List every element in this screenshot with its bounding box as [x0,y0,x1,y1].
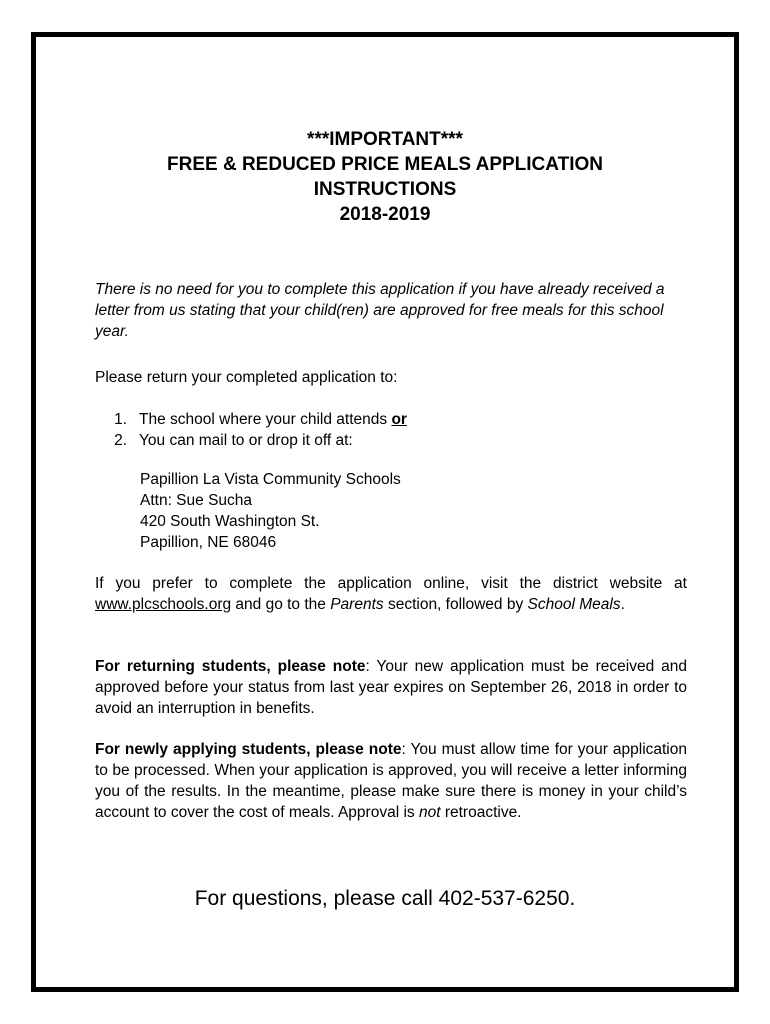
list-number: 2. [114,432,127,449]
list-item-2-text: You can mail to or drop it off at: [139,432,353,449]
new-note-text: : You must allow time for your application to be processed. When your application is approved, you will receive a letter informing you of the results. In the meantime, please make sure there is money in your child’s account to cover the cost of meals. Approval is [95,741,687,821]
title-year: 2018-2019 [339,204,431,225]
return-instruction: Please return your completed application to: [95,369,398,386]
address-line: Attn: Sue Sucha [140,492,253,509]
returning-note-label: For returning students, please note [95,658,366,675]
address-line: Papillion La Vista Community Schools [140,471,401,488]
title-important: ***IMPORTANT*** [307,129,463,150]
returning-note-text: : Your new application must be received and approved before your status from last year expires on September 26, 2018 in order to avoid an interruption in benefits. [95,658,687,717]
document-title [36,127,734,227]
address-line: 420 South Washington St. [140,513,320,530]
title-main: FREE & REDUCED PRICE MEALS APPLICATION [167,154,603,175]
or-emphasis: or [391,411,407,428]
school-meals-section: School Meals [527,596,621,613]
online-text: . [620,596,625,613]
online-text: If you prefer to complete the application online, visit the district website at [95,575,687,592]
intro-paragraph: There is no need for you to complete this application if you have already received a letter from us stating that your child(ren) are approved for free meals for this school year. [95,281,665,340]
new-note-text-end: retroactive. [440,804,522,821]
new-note-label: For newly applying students, please note [95,741,402,758]
mailing-address [140,469,540,553]
contact-phone-line: For questions, please call 402-537-6250. [194,887,576,910]
list-number: 1. [114,411,127,428]
address-line: Papillion, NE 68046 [140,534,277,551]
title-instructions: INSTRUCTIONS [313,179,457,200]
not-emphasis: not [418,804,441,821]
list-item-1-text: The school where your child attends [139,411,392,428]
online-paragraph [95,573,687,615]
online-text: and go to the [231,596,331,613]
returning-students-note [95,656,687,719]
page-border [31,32,739,992]
list-item [95,409,687,430]
parents-section: Parents [330,596,384,613]
new-students-note [95,739,687,823]
return-options-list [95,409,687,451]
list-item-text [139,409,407,430]
online-text: section, followed by [383,596,528,613]
list-item [95,430,687,451]
district-website-link[interactable]: www.plcschools.org [95,596,232,613]
